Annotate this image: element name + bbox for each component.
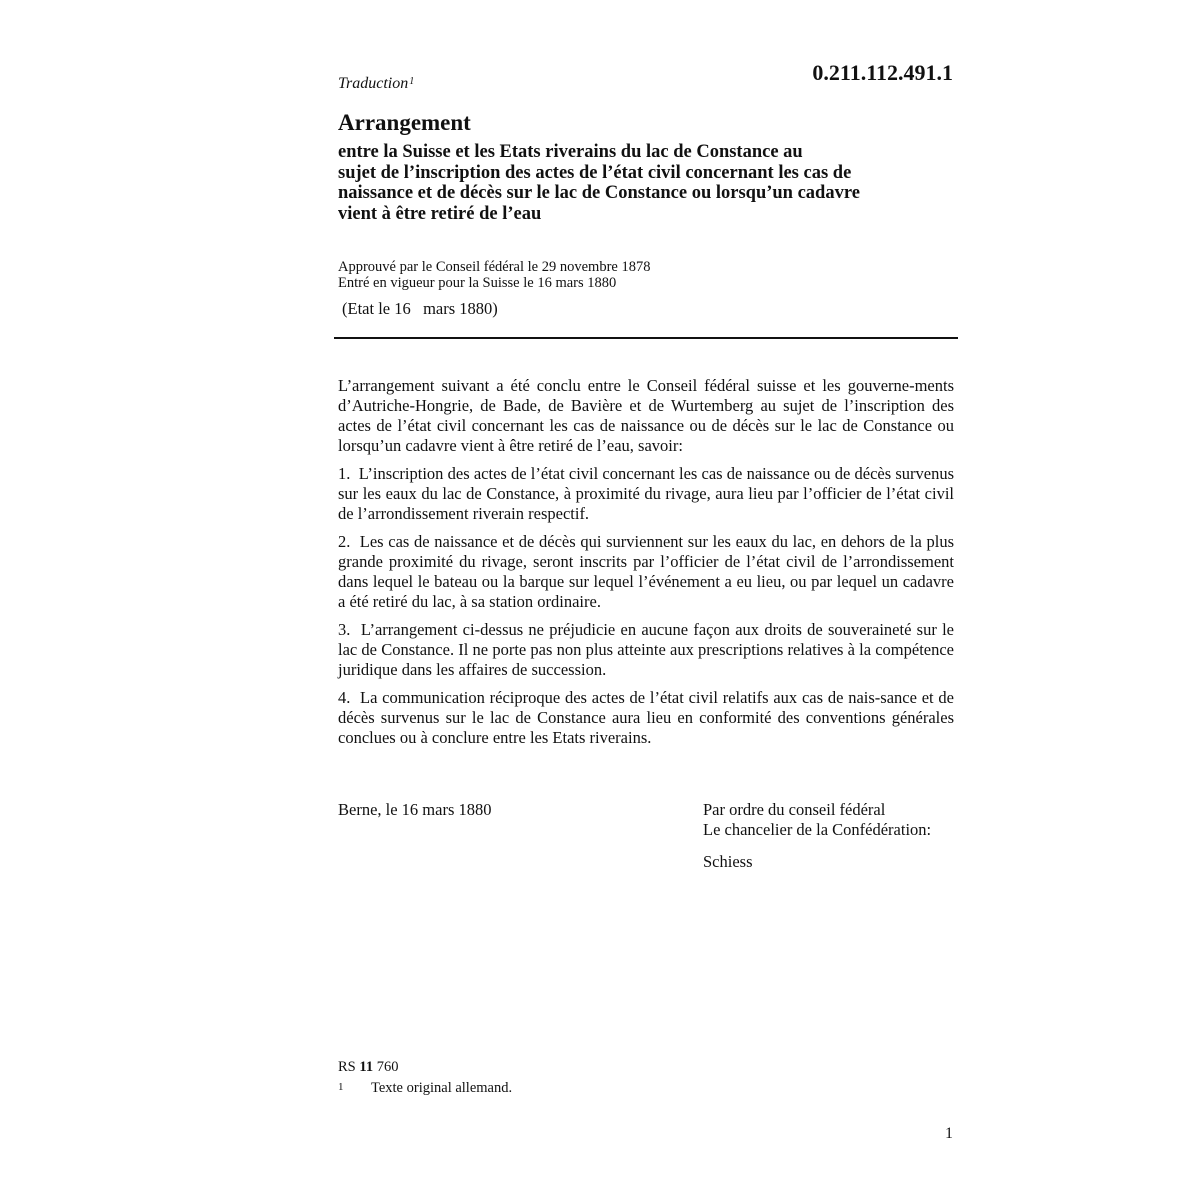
order-line: Par ordre du conseil fédéral bbox=[703, 800, 886, 819]
reference-number: 0.211.112.491.1 bbox=[812, 60, 953, 85]
subtitle-line: entre la Suisse et les Etats riverains du lac de Constance au bbox=[338, 142, 803, 162]
intro-paragraph: L’arrangement suivant a été conclu entre le Conseil fédéral suisse et les gouverne-ments d’Autriche-Hongrie, de Bade, de Bavière et de Wurtemberg au sujet de l’inscription des actes de l’état civil concernant les cas de naissance ou de décès sur le lac de Constance ou lorsqu’un cadavre vient à être retiré de l’eau, savoir: bbox=[338, 376, 954, 455]
signing-place-date: Berne, le 16 mars 1880 bbox=[338, 800, 492, 819]
header-divider bbox=[334, 337, 958, 339]
article-2 bbox=[338, 532, 954, 612]
subtitle-line: naissance et de décès sur le lac de Constance ou lorsqu’un cadavre bbox=[338, 183, 860, 203]
article-text: La communication réciproque des actes de l’état civil relatifs aux cas de nais-sance et de décès survenus sur le lac de Constance aura lieu en conformité des conventions générales conclues ou à conclure entre les Etats riverains. bbox=[338, 688, 955, 747]
article-number: 3. bbox=[338, 620, 351, 639]
document-title: Arrangement bbox=[338, 110, 471, 135]
rs-reference bbox=[338, 1058, 398, 1076]
footnote-text: Texte original allemand. bbox=[371, 1080, 513, 1096]
rs-prefix: RS bbox=[338, 1059, 356, 1075]
approval-metadata bbox=[338, 259, 650, 291]
chancellor-line: Le chancelier de la Confédération: bbox=[703, 820, 932, 839]
document-subtitle bbox=[338, 142, 938, 224]
translation-label-text: Traduction bbox=[338, 75, 409, 92]
article-number: 1. bbox=[338, 464, 351, 483]
article-text: Les cas de naissance et de décès qui surviennent sur les eaux du lac, en dehors de la plus grande proximité du rivage, seront inscrits par l’officier de l’état civil de l’arrondissement dans lequel le bateau ou la barque sur lequel l’événement a eu lieu, ou par lequel un cadavre a été retiré du lac, à sa station ordinaire. bbox=[338, 532, 955, 611]
article-4 bbox=[338, 688, 954, 748]
document-body bbox=[338, 376, 954, 756]
article-3 bbox=[338, 620, 954, 680]
rs-page: 760 bbox=[376, 1059, 399, 1075]
article-text: L’inscription des actes de l’état civil concernant les cas de naissance ou de décès survenus sur les eaux du lac de Constance, à proximité du rivage, aura lieu par l’officier de l’état civil de l’arrondissement riverain respectif. bbox=[338, 464, 955, 523]
footnote-reference[interactable]: 1 bbox=[409, 76, 415, 87]
entry-into-force-date: Entré en vigueur pour la Suisse le 16 mars 1880 bbox=[338, 275, 617, 291]
signing-authority bbox=[703, 800, 931, 840]
article-1 bbox=[338, 464, 954, 524]
approval-date: Approuvé par le Conseil fédéral le 29 novembre 1878 bbox=[338, 259, 651, 275]
translation-label bbox=[338, 74, 414, 94]
footnote bbox=[338, 1079, 512, 1097]
signatory-name: Schiess bbox=[703, 852, 753, 871]
footnote-number: 1 bbox=[338, 1081, 344, 1093]
rs-volume: 11 bbox=[359, 1059, 374, 1075]
article-number: 2. bbox=[338, 532, 351, 551]
article-text: L’arrangement ci-dessus ne préjudicie en aucune façon aux droits de souveraineté sur le lac de Constance. Il ne porte pas non plus atteinte aux prescriptions relatives à la compétence juridique dans les affaires de succession. bbox=[338, 620, 954, 679]
page-number: 1 bbox=[945, 1125, 953, 1142]
subtitle-line: sujet de l’inscription des actes de l’état civil concernant les cas de bbox=[338, 162, 852, 183]
state-date: (Etat le 16 mars 1880) bbox=[342, 299, 498, 318]
subtitle-line: vient à être retiré de l’eau bbox=[338, 203, 542, 224]
article-number: 4. bbox=[338, 688, 351, 707]
